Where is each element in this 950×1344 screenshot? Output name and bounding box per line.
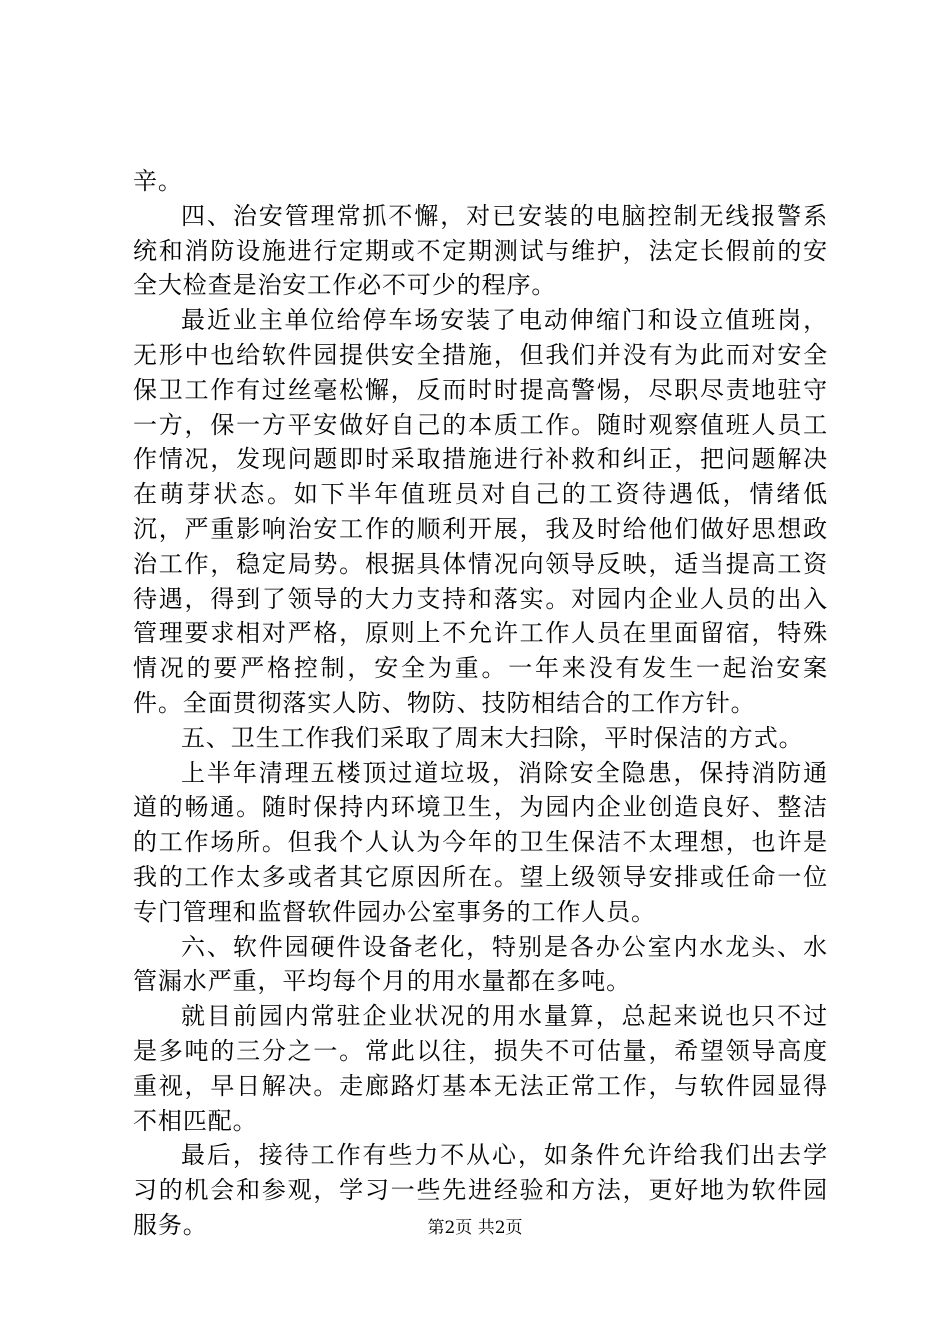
paragraph-continuation: 辛。 bbox=[133, 167, 183, 195]
paragraph-equipment-aging: 六、软件园硬件设备老化，特别是各办公室内水龙头、水管漏水严重，平均每个月的用水量都在多吨。 bbox=[133, 932, 828, 996]
paragraph-sanitation: 五、卫生工作我们采取了周末大扫除，平时保洁的方式。 bbox=[181, 723, 804, 752]
paragraph-water-usage: 就目前园内常驻企业状况的用水量算，总起来说也只不过是多吨的三分之一。常此以往，损失不可估量，希望领导高度重视，早日解决。走廊路灯基本无法正常工作，与软件园显得不相匹配。 bbox=[133, 1002, 828, 1135]
document-body bbox=[133, 164, 828, 1243]
paragraph-parking-security: 最近业主单位给停车场安装了电动伸缩门和设立值班岗，无形中也给软件园提供安全措施，但我们并没有为此而对安全保卫工作有过丝毫松懈，反而时时提高警惕，尽职尽责地驻守一方，保一方平安做好自己的本质工作。随时观察值班人员工作情况，发现问题即时采取措施进行补救和纠正，把问题解决在萌芽状态。如下半年值班员对自己的工资待遇低，情绪低沉，严重影响治安工作的顺利开展，我及时给他们做好思想政治工作，稳定局势。根据具体情况向领导反映，适当提高工资待遇，得到了领导的大力支持和落实。对园内企业人员的出入管理要求相对严格，原则上不允许工作人员在里面留宿，特殊情况的要严格控制，安全为重。一年来没有发生一起治安案件。全面贯彻落实人防、物防、技防相结合的工作方针。 bbox=[133, 306, 828, 717]
paragraph-conclusion: 最后，接待工作有些力不从心，如条件允许给我们出去学习的机会和参观，学习一些先进经验和方法，更好地为软件园服务。 bbox=[133, 1141, 828, 1239]
paragraph-cleaning-details: 上半年清理五楼顶过道垃圾，消除安全隐患，保持消防通道的畅通。随时保持内环境卫生，为园内企业创造良好、整洁的工作场所。但我个人认为今年的卫生保洁不太理想，也许是我的工作太多或者其它原因所在。望上级领导安排或任命一位专门管理和监督软件园办公室事务的工作人员。 bbox=[133, 758, 828, 926]
page-number-footer: 第2页 共2页 bbox=[427, 1218, 523, 1238]
paragraph-security-management: 四、治安管理常抓不懈，对已安装的电脑控制无线报警系统和消防设施进行定期或不定期测试与维护，法定长假前的安全大检查是治安工作必不可少的程序。 bbox=[133, 201, 828, 300]
